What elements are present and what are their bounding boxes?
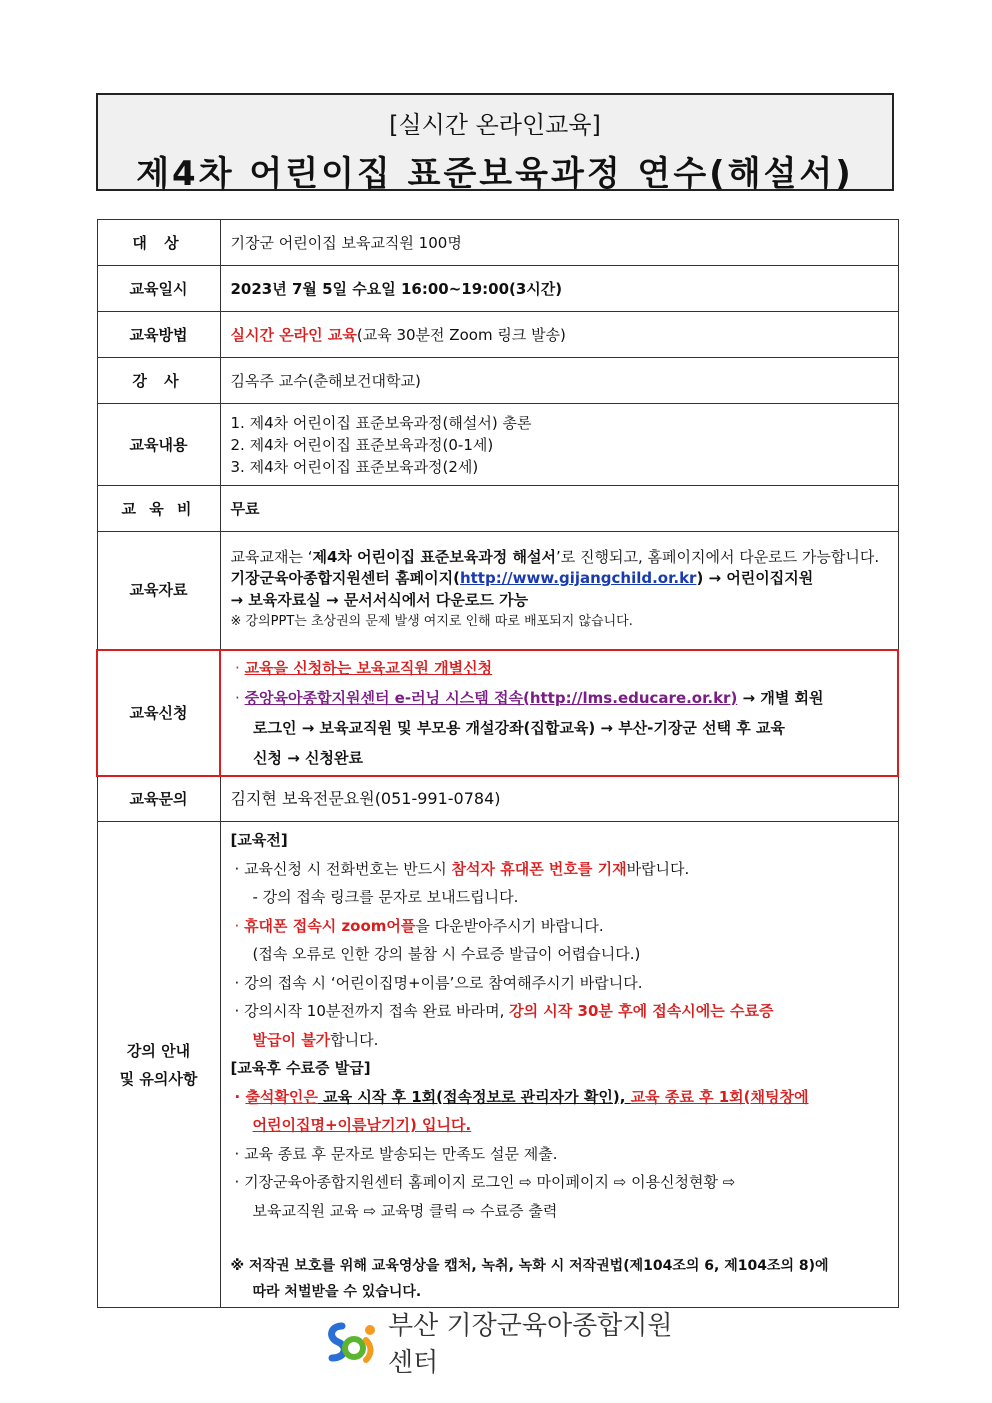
materials-line2: 기장군육아종합지원센터 홈페이지(http://www.gijangchild.or.kr) → 어린이집지원 bbox=[230, 569, 814, 588]
row-date bbox=[97, 266, 898, 312]
row-lecturer bbox=[97, 358, 898, 404]
label-method: 교육방법 bbox=[97, 312, 220, 358]
label-content: 교육내용 bbox=[97, 404, 220, 486]
row-apply bbox=[97, 650, 898, 776]
apply-line4: 신청 → 신청완료 bbox=[253, 748, 363, 767]
apply-line1: · 교육을 신청하는 보육교직원 개별신청 bbox=[235, 658, 493, 677]
row-materials bbox=[97, 532, 898, 650]
label-apply: 교육신청 bbox=[97, 650, 220, 776]
before-item-1: · 교육신청 시 전화번호는 반드시 참석자 휴대폰 번호를 기재바랍니다. bbox=[234, 859, 690, 878]
value-notice bbox=[220, 822, 898, 1308]
materials-line3: → 보육자료실 → 문서서식에서 다운로드 가능 bbox=[230, 591, 529, 610]
label-target: 대 상 bbox=[97, 220, 220, 266]
row-notice bbox=[97, 822, 898, 1308]
gijangchild-link[interactable]: http://www.gijangchild.or.kr bbox=[459, 569, 697, 588]
content-item: 1. 제4차 어린이집 표준보육과정(해설서) 총론 bbox=[230, 413, 532, 432]
before-item-3: · 강의 접속 시 ‘어린이집명+이름’으로 참여해주시기 바랍니다. bbox=[234, 973, 643, 992]
label-fee: 교 육 비 bbox=[97, 486, 220, 532]
row-content bbox=[97, 404, 898, 486]
educare-link[interactable]: http://lms.educare.or.kr bbox=[529, 688, 731, 707]
footer bbox=[322, 1311, 682, 1378]
before-item-4: · 강의시작 10분전까지 접속 완료 바라며, 강의 시작 30분 후에 접속시에는 수료증 bbox=[234, 1002, 774, 1020]
after-item-1: · 출석확인은 교육 시작 후 1회(접속정보로 관리자가 확인), 교육 종료 후 1회(채팅창에 bbox=[234, 1087, 809, 1106]
page-subtitle: [실시간 온라인교육] bbox=[389, 111, 601, 139]
title-box bbox=[96, 93, 894, 194]
materials-line1: 교육교재는 ‘제4차 어린이집 표준보육과정 해설서’로 진행되고, 홈페이지에서 다운로드 가능합니다. bbox=[230, 548, 880, 567]
info-table bbox=[96, 219, 899, 1308]
after-item-3-cont: 보육교직원 교육 ⇨ 교육명 클릭 ⇨ 수료증 출력 bbox=[252, 1201, 558, 1220]
row-fee bbox=[97, 486, 898, 532]
value-fee: 무료 bbox=[220, 486, 898, 532]
value-materials bbox=[220, 532, 898, 650]
method-highlight: 실시간 온라인 교육 bbox=[230, 325, 357, 344]
materials-note: ※ 강의PPT는 초상권의 문제 발생 여지로 인해 따로 배포되지 않습니다. bbox=[230, 614, 633, 630]
value-lecturer: 김옥주 교수(춘해보건대학교) bbox=[220, 358, 898, 404]
value-target: 기장군 어린이집 보육교직원 100명 bbox=[220, 220, 898, 266]
row-target bbox=[97, 220, 898, 266]
footer-org-name: 부산 기장군육아종합지원센터 bbox=[388, 1311, 673, 1378]
before-item-2-sub: (접속 오류로 인한 강의 불참 시 수료증 발급이 어렵습니다.) bbox=[252, 945, 641, 963]
label-contact: 교육문의 bbox=[97, 776, 220, 822]
before-title: [교육전] bbox=[230, 831, 288, 849]
label-notice: 강의 안내 및 유의사항 bbox=[97, 822, 220, 1308]
after-item-3: · 기장군육아종합지원센터 홈페이지 로그인 ⇨ 마이페이지 ⇨ 이용신청현황 ⇨ bbox=[234, 1173, 736, 1191]
value-apply bbox=[220, 650, 898, 776]
copyright-note: ※ 저작권 보호를 위해 교육영상을 캡처, 녹취, 녹화 시 저작권법(제104조의 6, 제104조의 8)에 따라 처벌받을 수 있습니다. bbox=[230, 1258, 829, 1300]
value-content bbox=[220, 404, 898, 486]
label-lecturer: 강 사 bbox=[97, 358, 220, 404]
before-item-4-cont: 발급이 불가합니다. bbox=[252, 1030, 379, 1049]
after-item-1-cont: 어린이집명+이름남기기) 입니다. bbox=[252, 1116, 472, 1134]
center-logo-icon bbox=[322, 1318, 380, 1366]
label-date: 교육일시 bbox=[97, 266, 220, 312]
value-method bbox=[220, 312, 898, 358]
row-contact bbox=[97, 776, 898, 822]
before-item-1-sub: - 강의 접속 링크를 문자로 보내드립니다. bbox=[252, 888, 519, 906]
before-item-2: · 휴대폰 접속시 zoom어플을 다운받아주시기 바랍니다. bbox=[234, 916, 604, 935]
content-item: 2. 제4차 어린이집 표준보육과정(0-1세) bbox=[230, 435, 494, 454]
content-item: 3. 제4차 어린이집 표준보육과정(2세) bbox=[230, 457, 479, 476]
label-materials: 교육자료 bbox=[97, 532, 220, 650]
after-item-2: · 교육 종료 후 문자로 발송되는 만족도 설문 제출. bbox=[234, 1144, 558, 1163]
method-rest: (교육 30분전 Zoom 링크 발송) bbox=[356, 325, 566, 344]
apply-line2: · 중앙육아종합지원센터 e-러닝 시스템 접속(http://lms.educare.or.kr) → 개별 회원 bbox=[235, 688, 824, 707]
after-title: [교육후 수료증 발급] bbox=[230, 1059, 371, 1077]
row-method bbox=[97, 312, 898, 358]
value-contact: 김지현 보육전문요원(051-991-0784) bbox=[220, 776, 898, 822]
value-date: 2023년 7월 5일 수요일 16:00~19:00(3시간) bbox=[220, 266, 898, 312]
apply-line3: 로그인 → 보육교직원 및 부모용 개설강좌(집합교육) → 부산-기장군 선택 후 교육 bbox=[253, 718, 785, 737]
page-title: 제4차 어린이집 표준보육과정 연수(해설서) bbox=[136, 154, 854, 194]
